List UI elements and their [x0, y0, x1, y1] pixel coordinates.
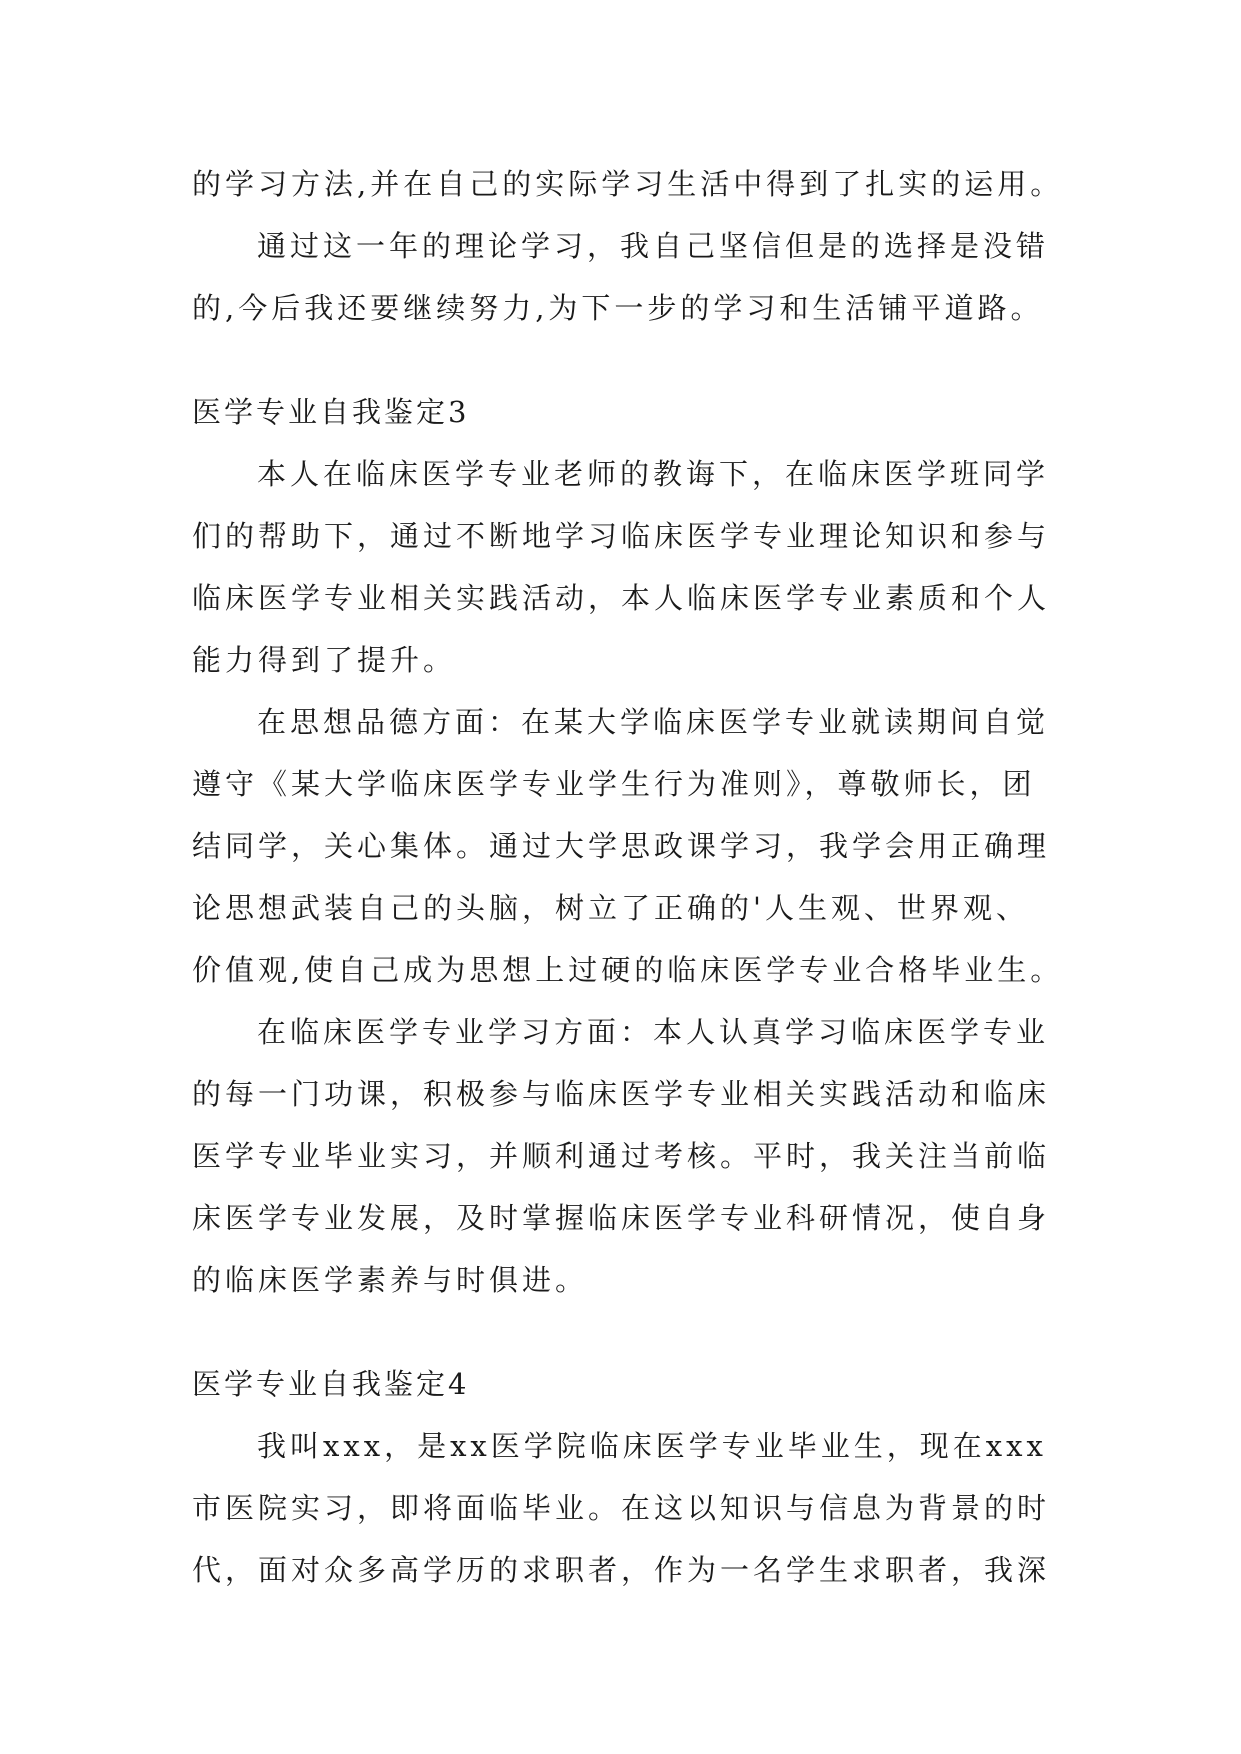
paragraph-line: 结同学，关心集体。通过大学思政课学习，我学会用正确理	[192, 829, 1051, 863]
paragraph-line: 的临床医学素养与时俱进。	[192, 1263, 589, 1297]
paragraph-line: 遵守《某大学临床医学专业学生行为准则》，尊敬师长，团	[192, 767, 1036, 801]
paragraph-line: 通过这一年的理论学习，我自己坚信但是的选择是没错	[257, 229, 1050, 263]
document-body	[192, 153, 1062, 1601]
paragraph-line: 价值观,使自己成为思想上过硬的临床医学专业合格毕业生。	[192, 953, 1064, 987]
paragraph-line: 能力得到了提升。	[192, 643, 457, 677]
paragraph-line: 本人在临床医学专业老师的教诲下，在临床医学班同学	[257, 457, 1050, 491]
paragraph-line: 我叫xxx，是xx医学院临床医学专业毕业生，现在xxx	[257, 1429, 1047, 1463]
paragraph-line: 床医学专业发展，及时掌握临床医学专业科研情况，使自身	[192, 1201, 1051, 1235]
section-heading-3: 医学专业自我鉴定3	[192, 395, 470, 429]
section-gap	[192, 1311, 1062, 1353]
paragraph-line: 市医院实习，即将面临毕业。在这以知识与信息为背景的时	[192, 1491, 1051, 1525]
paragraph-line: 临床医学专业相关实践活动，本人临床医学专业素质和个人	[192, 581, 1051, 615]
paragraph-line: 的,今后我还要继续努力,为下一步的学习和生活铺平道路。	[192, 291, 1044, 325]
paragraph-line: 在思想品德方面：在某大学临床医学专业就读期间自觉	[257, 705, 1050, 739]
paragraph-line: 论思想武装自己的头脑，树立了正确的'人生观、世界观、	[192, 891, 1029, 925]
paragraph-line: 的学习方法,并在自己的实际学习生活中得到了扎实的运用。	[192, 167, 1064, 201]
paragraph-line: 在临床医学专业学习方面：本人认真学习临床医学专业	[257, 1015, 1050, 1049]
paragraph-line: 医学专业毕业实习，并顺利通过考核。平时，我关注当前临	[192, 1139, 1051, 1173]
paragraph-line: 的每一门功课，积极参与临床医学专业相关实践活动和临床	[192, 1077, 1051, 1111]
paragraph-line: 们的帮助下，通过不断地学习临床医学专业理论知识和参与	[192, 519, 1051, 553]
section-gap	[192, 339, 1062, 381]
section-heading-4: 医学专业自我鉴定4	[192, 1367, 470, 1401]
paragraph-line: 代，面对众多高学历的求职者，作为一名学生求职者，我深	[192, 1553, 1051, 1587]
